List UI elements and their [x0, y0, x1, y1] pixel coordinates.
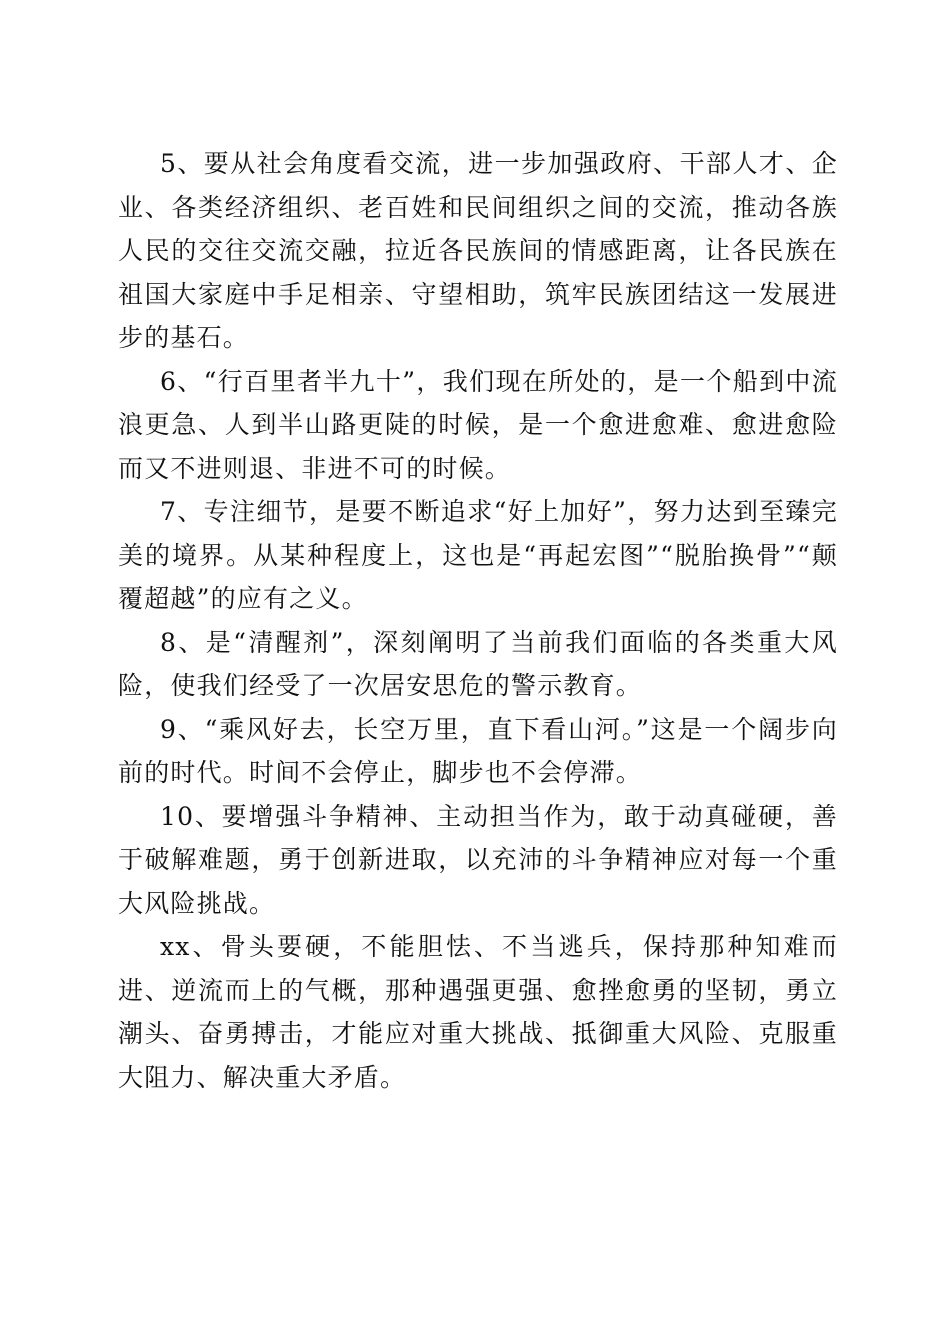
- paragraph-10: 10、要增强斗争精神、主动担当作为，敢于动真碰硬，善于破解难题，勇于创新进取，以充沛的斗争精神应对每一个重大风险挑战。: [118, 801, 838, 918]
- paragraph-9: 9、“乘风好去，长空万里，直下看山河。”这是一个阔步向前的时代。时间不会停止，脚步也不会停滞。: [118, 714, 838, 787]
- paragraph-8: 8、是“清醒剂”，深刻阐明了当前我们面临的各类重大风险，使我们经受了一次居安思危的警示教育。: [118, 627, 838, 700]
- paragraph-5: 5、要从社会角度看交流，进一步加强政府、干部人才、企业、各类经济组织、老百姓和民间组织之间的交流，推动各族人民的交往交流交融，拉近各民族间的情感距离，让各民族在祖国大家庭中手足相亲、守望相助，筑牢民族团结这一发展进步的基石。: [118, 149, 838, 352]
- paragraph-7: 7、专注细节，是要不断追求“好上加好”，努力达到至臻完美的境界。从某种程度上，这也是“再起宏图”“脱胎换骨”“颠覆超越”的应有之义。: [118, 497, 838, 613]
- paragraph-6: 6、“行百里者半九十”，我们现在所处的，是一个船到中流浪更急、人到半山路更陡的时候，是一个愈进愈难、愈进愈险而又不进则退、非进不可的时候。: [118, 366, 838, 483]
- paragraph-xx: xx、骨头要硬，不能胆怯、不当逃兵，保持那种知难而进、逆流而上的气概，那种遇强更强、愈挫愈勇的坚韧，勇立潮头、奋勇搏击，才能应对重大挑战、抵御重大风险、克服重大阻力、解决重大矛盾。: [118, 932, 838, 1092]
- document-page: [118, 142, 838, 1099]
